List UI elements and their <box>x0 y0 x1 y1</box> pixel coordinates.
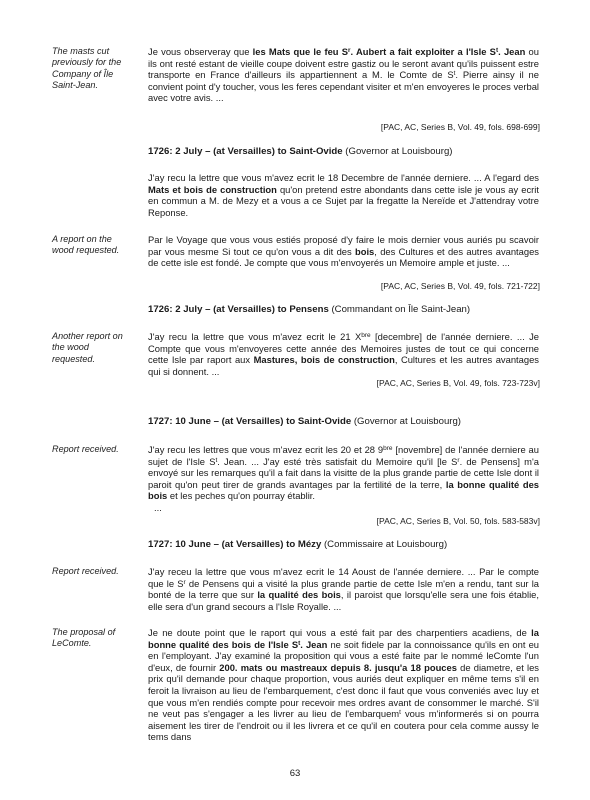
letter-heading: 1726: 2 July – (at Versailles) to Saint-Ovide (Governor at Louisbourg) <box>148 146 453 157</box>
source-reference: [PAC, AC, Series B, Vol. 49, fols. 723-723v] <box>376 378 540 388</box>
page-number: 63 <box>289 768 301 779</box>
letter-heading: 1727: 10 June – (at Versailles) to Mézy (Commissaire at Louisbourg) <box>148 539 448 550</box>
source-reference: [PAC, AC, Series B, Vol. 50, fols. 583-583v] <box>376 516 540 526</box>
margin-note: Report received. <box>52 444 119 454</box>
letter-heading: 1727: 10 June – (at Versailles) to Saint-Ovide (Governor at Louisbourg) <box>148 416 462 427</box>
margin-note: The proposal of LeComte. <box>52 627 116 649</box>
margin-note: The masts cut previously for the Company of Île Saint-Jean. <box>52 46 122 91</box>
source-reference: [PAC, AC, Series B, Vol. 49, fols. 698-699] <box>380 122 540 132</box>
letter-paragraph: J'ay receu la lettre que vous m'avez ecrit le 14 Aoust de l'année derniere. ... Par le compte que le $S^r$ de Pensens qui a visité la plus grande partie de cette Isle m'en a rendu, tant sur la bonté de la terre que sur la qualité des bois, il paroist que lorsqu'elle sera une fois établie, elle sera d'un grand secours a l'Isle Royalle. ... <box>148 566 539 612</box>
letter-paragraph: Je vous observeray que les Mats que le feu $S^r$. Aubert a fait exploiter a l'Isle $S^t$. Jean ou ils ont resté estant de vieille coupe doivent estre gastiz ou le seront avant qu'ils puissent estre transporte en France d'ailleurs ils appartiennent a M. le Comte de $S^t$. Pierre ainsy il ne convient point d'y toucher, vous les feres cependant visiter et m'en envoyeres le proces verbal avec votre avis. ... <box>148 46 539 104</box>
letter-paragraph: J'ay recu la lettre que vous m'avez ecrit le 18 Decembre de l'année derniere. ... A l'egard des Mats et bois de construction qu'on pretend estre abondants dans cette isle je vous ay ecrit en commun a M. de Mezy et a vous a ce Sujet par la fregatte la Nereïde et J'attendray votre Reponse. <box>148 172 539 218</box>
source-reference: [PAC, AC, Series B, Vol. 49, fols. 721-722] <box>380 281 540 291</box>
letter-paragraph: Par le Voyage que vous vous estiés proposé d'y faire le mois dernier vous auriés pu scavoir par vous mesme Si tout ce qu'on vous a dit des bois, des Cultures et des autres avantages de cette isle est fondé. Je compte que vous m'envoyerés un Memoire ample et juste. ... <box>148 234 539 269</box>
letter-paragraph: J'ay recu la lettre que vous m'avez ecrit le 21 $X^{bre}$ [decembre] de l'année derniere. ... Je Compte que vous m'envoyeres cette année des Memoires justes de tout ce qui concerne cette Isle par raport aux Mastures, bois de construction, Cultures et les autres avantages qui si donnent. ... <box>148 331 539 377</box>
margin-note: A report on the wood requested. <box>52 234 120 256</box>
margin-note: Another report on the wood requested. <box>52 331 123 364</box>
margin-note: Report received. <box>52 566 119 576</box>
letter-paragraph: Je ne doute point que le raport qui vous a esté fait par des charpentiers acadiens, de la bonne qualité des bois de l'Isle $S^t$. Jean ne soit fidele par la connoissance qu'ils en ont eu en l'employant. J'ay examiné la proposition qui vous a esté faite par le nommé leComte l'un d'eux, de fournir 200. mats ou mastreaux depuis 8. jusqu'a 18 pouces de diametre, et les prix qu'il demande pour chaque proportion, vous auriés deut expliquer en même tems s'il en feroit la livraison au lieu de l'embarquement, c'est donc il faut que vous conveniés avec luy et que vous m'en rendiés compte pour recevoir mes ordres avant de consommer le marché. S'il ne veut pas s'engager a les livrer au lieu de l'embarquem$^t$ vous m'informerés si on pourra aisement les tirer de l'endroit ou il les livrera et ce qu'il en coutera pour cela comme aussy le tems dans <box>148 627 539 743</box>
letter-heading: 1726: 2 July – (at Versailles) to Pensens (Commandant on Île Saint-Jean) <box>148 304 471 315</box>
letter-paragraph: J'ay recu les lettres que vous m'avez ecrit les 20 et 28 $9^{bre}$ [novembre] de l'année derniere au sujet de l'Isle $S^t$. Jean. ... J'ay esté très satisfait du Memoire qu'il [le $S^r$. de Pensens] m'a envoyé sur les remarques qu'il a fait dans la visitte de la plus grande partie de cette Isle dont il paroit qu'on peut tirer de grands avantages par la fertilité de la terre, la bonne qualité des bois et les peches qu'on pourray établir. ... <box>148 444 539 513</box>
